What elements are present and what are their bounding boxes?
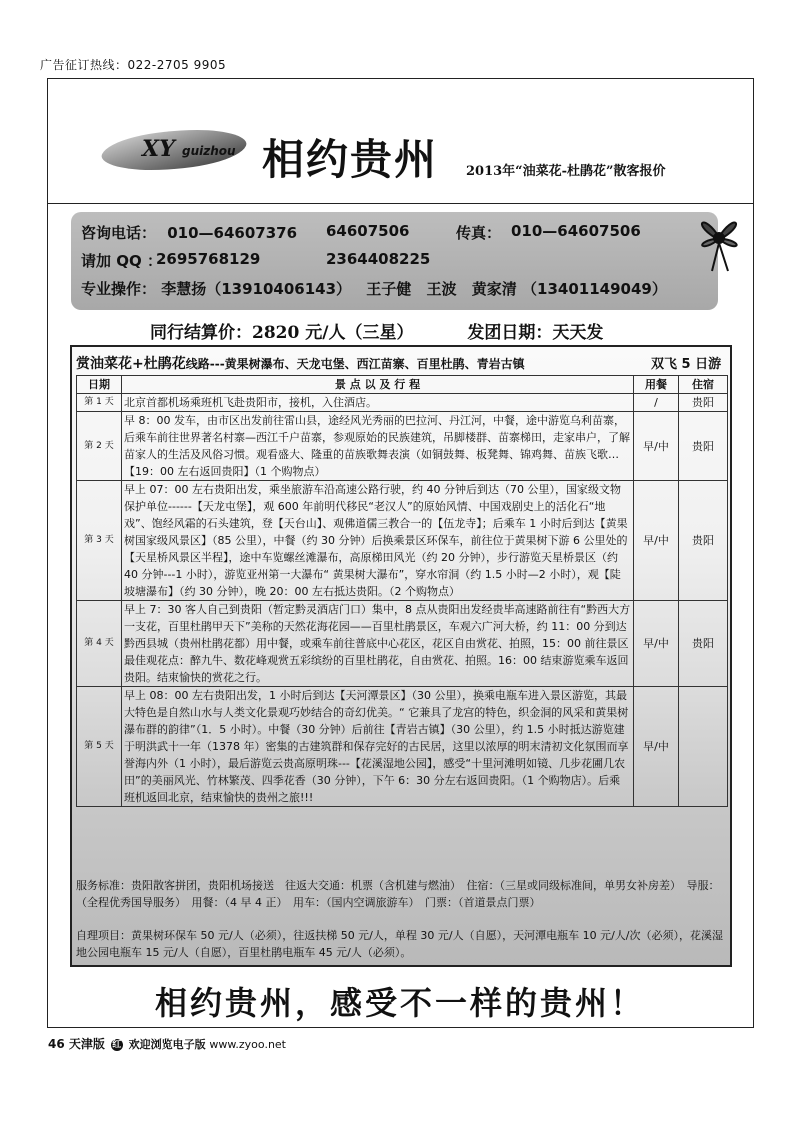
table-row	[77, 394, 728, 412]
day-cell: 第 5 天	[77, 687, 122, 807]
header-meals: 用餐	[634, 376, 679, 394]
route-name: 赏油菜花+杜鹃花	[76, 356, 186, 372]
desc-cell: 北京首都机场乘班机飞赴贵阳市，接机，入住酒店。	[122, 394, 634, 412]
meal-cell: 早/中	[634, 481, 679, 601]
desc-cell: 早 8：00 发车，由市区出发前往雷山县，途经风光秀丽的巴拉河、丹江河，中餐，途中游览乌利苗寨，后乘车前往世界著名村寨—西江千户苗寨，参观原始的民族建筑，吊脚楼群、苗寨梯田，走家串户，了解苗家人的生活及风俗习惯。观看盛大、隆重的苗族歌舞表演（如铜鼓舞、板凳舞、锦鸡舞、苗族飞歌…【19：00 左右返回贵阳】（1 个购物点）	[122, 412, 634, 481]
header-date: 日期	[77, 376, 122, 394]
phone-number-2: 64607506	[326, 222, 410, 240]
day-cell: 第 2 天	[77, 412, 122, 481]
operator-1: 李慧扬（13910406143）	[161, 280, 352, 298]
fax-label: 传真：	[456, 224, 502, 242]
departure-label: 发团日期：	[467, 323, 553, 343]
contact-box	[71, 212, 718, 310]
table-row	[77, 601, 728, 687]
day-cell: 第 3 天	[77, 481, 122, 601]
table-row	[77, 412, 728, 481]
header-itinerary: 景 点 以 及 行 程	[122, 376, 634, 394]
qq-label: 请加 QQ ：	[81, 252, 162, 270]
meal-cell: 早/中	[634, 601, 679, 687]
slogan: 相约贵州，感受不一样的贵州！	[154, 984, 645, 1022]
red-seal-icon: 红	[112, 1040, 122, 1050]
qq-row	[81, 250, 431, 271]
stay-cell: 贵阳	[679, 394, 728, 412]
operator-3: 王波	[426, 280, 457, 298]
header-divider	[47, 203, 754, 204]
stay-cell: 贵阳	[679, 601, 728, 687]
meal-cell: /	[634, 394, 679, 412]
qq-number-1: 2695768129	[156, 250, 261, 268]
price-value: 2820 元/人（三星）	[252, 323, 414, 343]
phone-number-1: 010—64607376	[167, 224, 298, 242]
website-link[interactable]: www.zyoo.net	[209, 1038, 286, 1051]
optional-items: 自理项目：黄果树环保车 50 元/人（必须），往返扶梯 50 元/人，单程 30 元/人（自愿），天河潭电瓶车 10 元/人/次（必须），花溪湿地公园电瓶车 15 元/人（自愿），百里杜鹃电瓶车 45 元/人（必须）。	[76, 929, 723, 959]
fax-number: 010—64607506	[511, 222, 641, 240]
page-title: 相约贵州	[262, 135, 439, 184]
itinerary-table	[76, 375, 728, 807]
route-suffix: 线路---黄果树瀑布、天龙屯堡、西江苗寨、百里杜鹃、青岩古镇	[185, 357, 525, 371]
phone-label: 咨询电话：	[81, 224, 157, 242]
desc-cell: 早上 07：00 左右贵阳出发，乘坐旅游车沿高速公路行驶，约 40 分钟后到达（70 公里），国家级文物保护单位------【天龙屯堡】，观 600 年前明代移民“老汉人”的原始风情、中国戏剧史上的活化石“地戏”、饱经风霜的石头建筑，登【天台山】、观佛道儒三教合一的【伍龙寺】；后乘车 1 小时后到达【黄果树国家级风景区】（85 公里），中餐（约 30 分钟）后换乘景区环保车，前往位于黄果树下游 6 公里处的【天星桥风景区半程】，途中车览螺丝滩瀑布，高原梯田风光（约 20 分钟），步行游览天星桥景区（约 40 分钟---1 小时），游览亚州第一大瀑布“ 黄果树大瀑布”，穿水帘洞（约 1.5 小时—2 小时），观【陡坡塘瀑布】（约 30 分钟），晚 20：00 左右抵达贵阳。（2 个购物点）	[122, 481, 634, 601]
service-standard: 服务标准：贵阳散客拼团，贵阳机场接送 往返大交通：机票（含机建与燃油） 住宿：（三星或同级标准间，单男女补房差） 导服：（全程优秀国导服务） 用餐：（4 早 4 正） 用车：（国内空调旅游车） 门票：（首道景点门票）	[76, 879, 720, 909]
page-footer	[48, 1035, 286, 1052]
tour-type: 双飞 5 日游	[651, 357, 722, 372]
qq-number-2: 2364408225	[326, 250, 431, 268]
desc-cell: 早上 08：00 左右贵阳出发，1 小时后到达【天河潭景区】（30 公里），换乘电瓶车进入景区游览，其最大特色是自然山水与人类文化景观巧妙结合的奇幻优美。“ 它兼具了龙宫的特色，织金洞的风采和黄果树瀑布群的韵律”（1．5 小时）。中餐（30 分钟）后前往【青岩古镇】（30 公里），约 1.5 小时抵达游览建于明洪武十一年（1378 年）密集的古建筑群和保存完好的古民居，这里以浓厚的明末清初文化氛围而享誉海内外（1 小时），最后游览云贵高原明珠---【花溪湿地公园】，感受“十里河滩明如镜、几步花圃几农田”的美丽风光、竹林繁茂、四季花香（30 分钟），下午 6：30 分左右返回贵阳。（1 个购物店）。后乘班机返回北京，结束愉快的贵州之旅!!!	[122, 687, 634, 807]
stay-cell	[679, 687, 728, 807]
operator-4: 黄家清 （13401149049）	[471, 280, 667, 298]
table-row	[77, 481, 728, 601]
page-number: 46 天津版	[48, 1037, 105, 1051]
price-label: 同行结算价：	[150, 323, 252, 343]
day-cell: 第 4 天	[77, 601, 122, 687]
route-title	[76, 353, 722, 373]
xy-guizhou-logo	[100, 114, 250, 174]
operators-row	[81, 278, 667, 299]
phone-row	[81, 222, 641, 243]
logo-guizhou-text: guizhou	[182, 144, 236, 158]
table-row	[77, 687, 728, 807]
day-cell: 第 1 天	[77, 394, 122, 412]
table-header-row	[77, 376, 728, 394]
subtitle: 2013年“油菜花-杜鹃花”散客报价	[466, 164, 666, 179]
stay-cell: 贵阳	[679, 412, 728, 481]
meal-cell: 早/中	[634, 687, 679, 807]
price-line	[150, 318, 603, 343]
desc-cell: 早上 7：30 客人自己到贵阳（暂定黔灵酒店门口）集中，8 点从贵阳出发经贵毕高速路前往有“黔西大方一支花，百里杜鹃甲天下”美称的天然花海花园——百里杜鹃景区，车观六广河大桥，约 11：00 分到达黔西县城（贵州杜鹃花都）用中餐，或乘车前往普底中心花区，花区自由赏花、拍照，15：00 前往景区最佳观花点：醉九牛、数花峰观赏五彩缤纷的百里杜鹃花，自由赏花、拍照。16：00 结束游览乘车返回贵阳。结束愉快的赏花之行。	[122, 601, 634, 687]
itinerary-box	[70, 345, 732, 967]
gift-bow-icon	[684, 203, 754, 273]
operators-label: 专业操作：	[81, 280, 157, 298]
header-lodging: 住宿	[679, 376, 728, 394]
ad-hotline: 广告征订热线：022-2705 9905	[40, 58, 227, 72]
welcome-text: 欢迎浏览电子版	[128, 1038, 206, 1051]
departure-value: 天天发	[552, 323, 604, 343]
meal-cell: 早/中	[634, 412, 679, 481]
logo-xy-text: XY	[142, 136, 175, 162]
stay-cell: 贵阳	[679, 481, 728, 601]
operator-2: 王子健	[366, 280, 412, 298]
